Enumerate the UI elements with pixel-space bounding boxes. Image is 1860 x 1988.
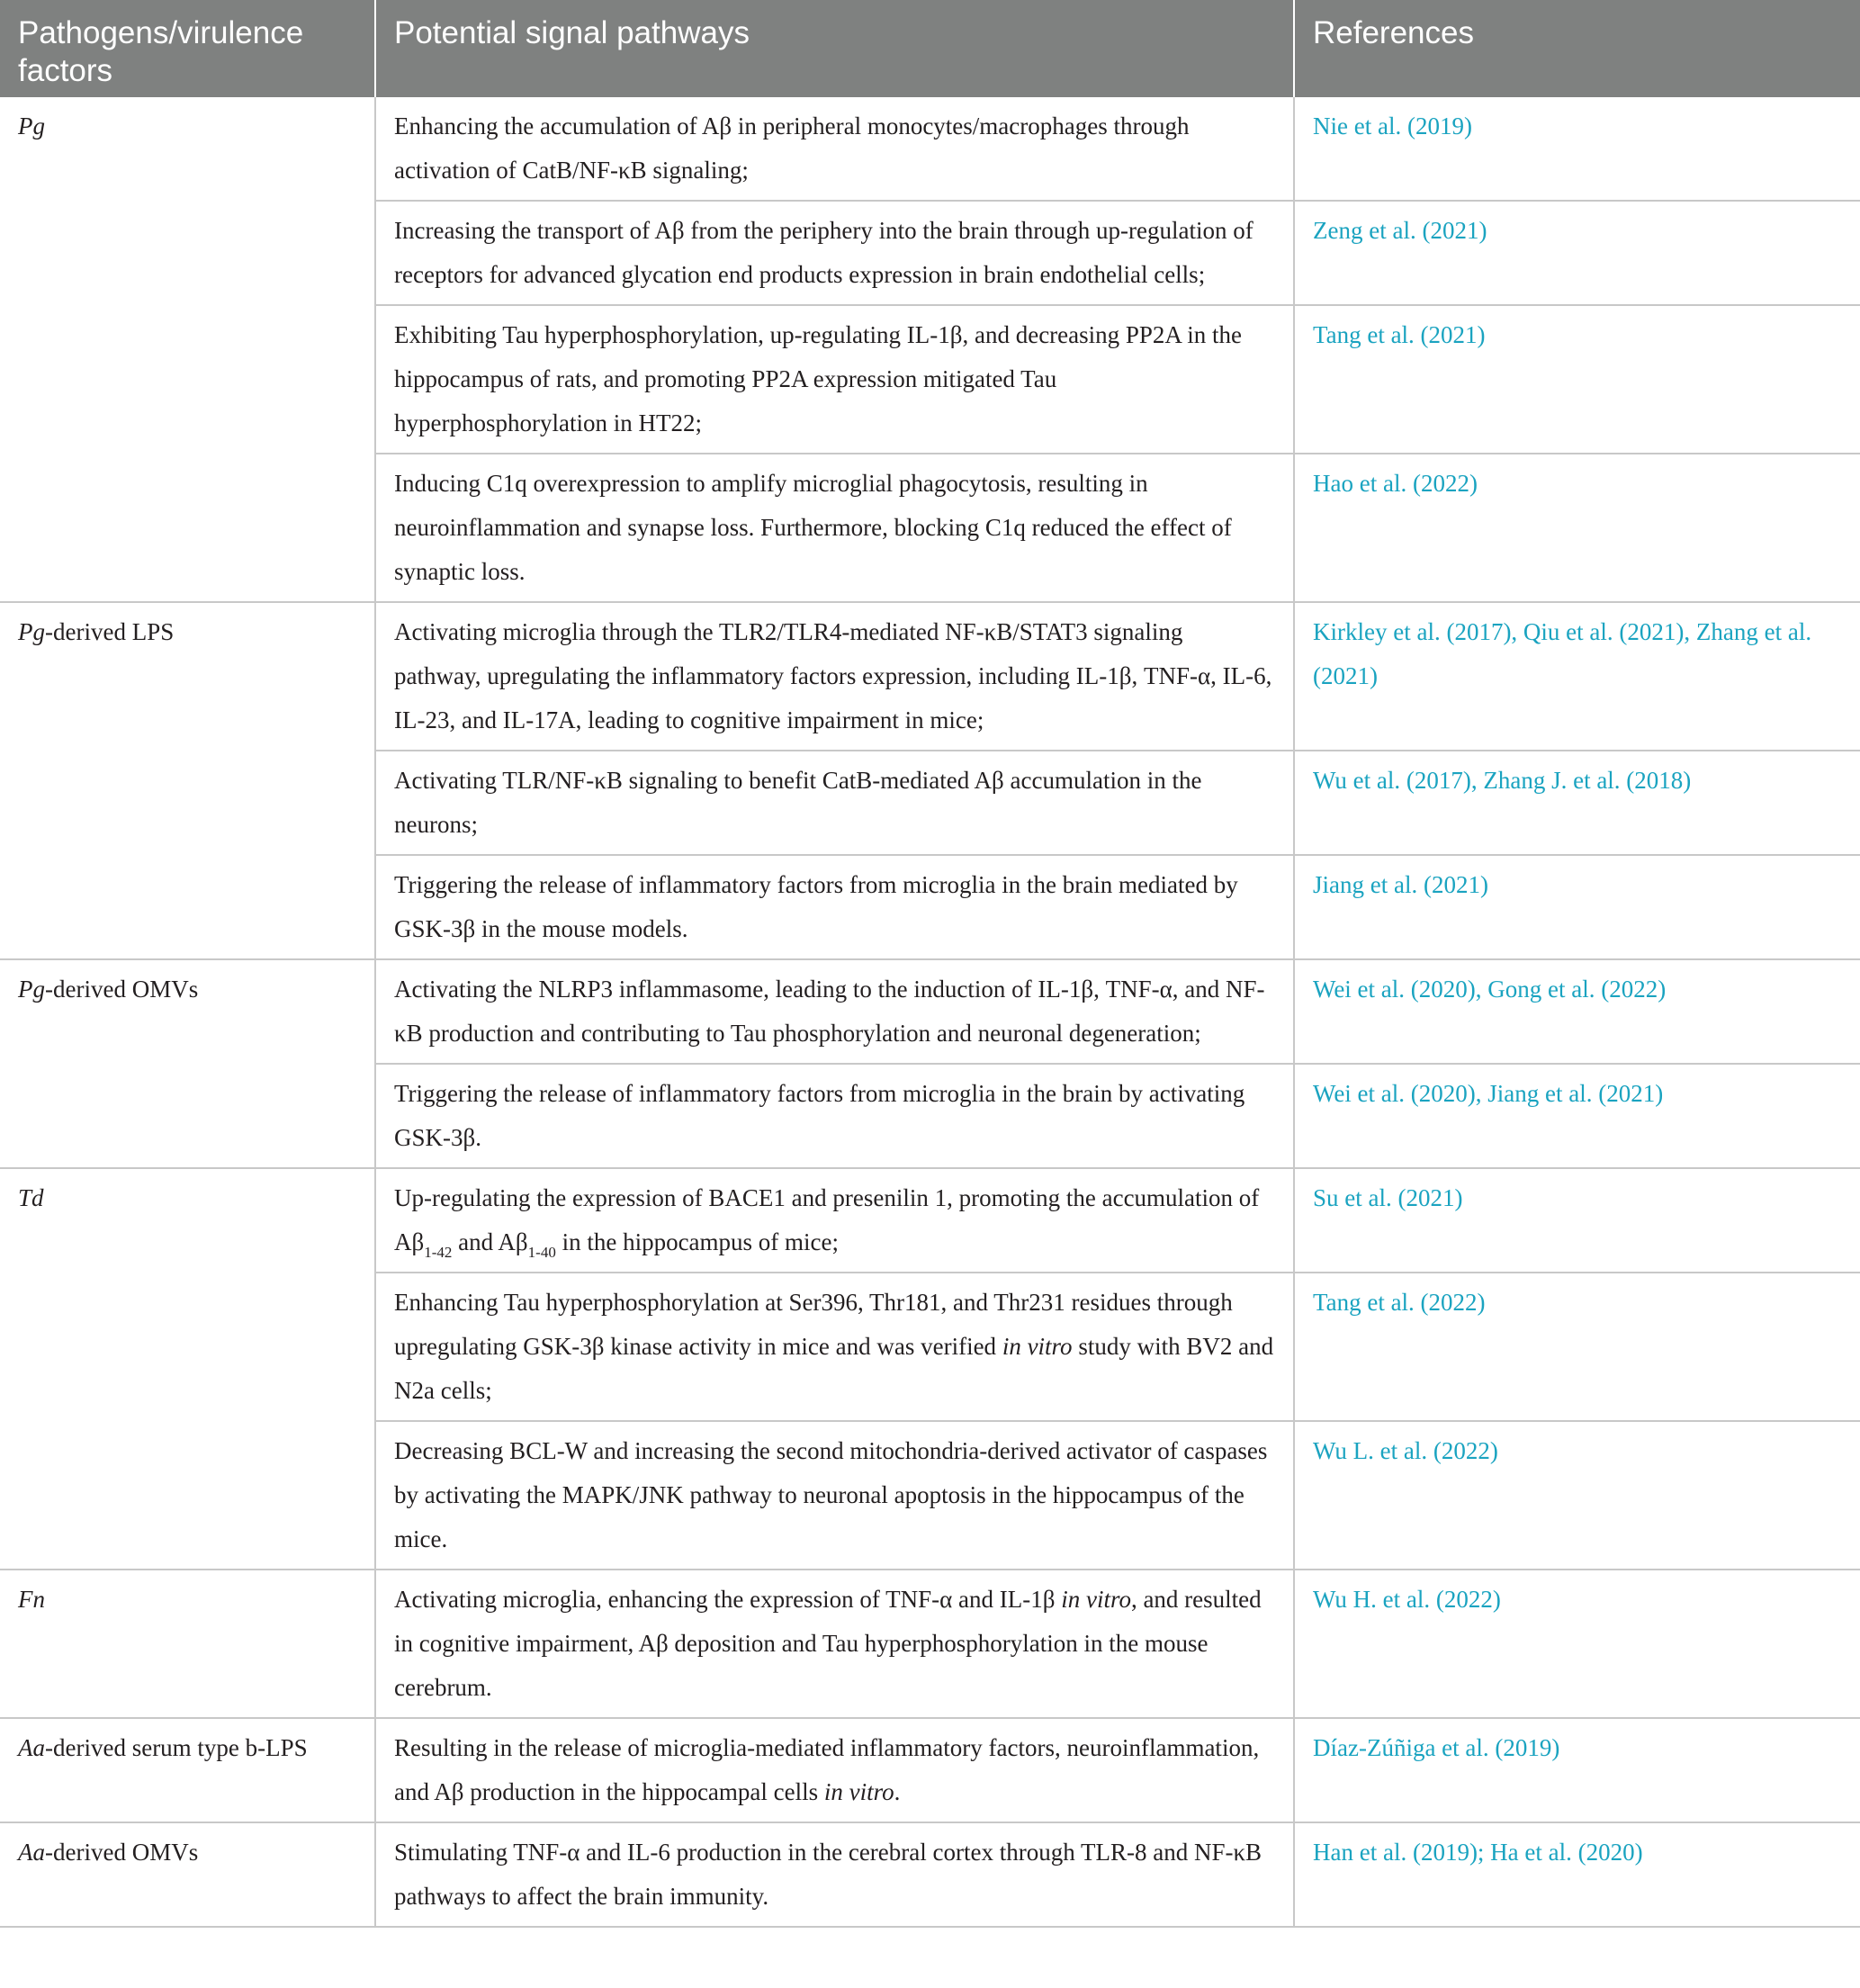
reference-link[interactable]: Tang et al. (2021) <box>1294 305 1860 454</box>
pathway-text: , and resulted in cognitive impairment, Aβ deposition and Tau hyperphosphorylation in the mouse cerebrum. <box>394 1586 1262 1701</box>
pathogen-name: Pg <box>18 976 45 1003</box>
pathogen-suffix: -derived LPS <box>45 618 175 645</box>
pathogen-cell <box>0 1570 375 1718</box>
reference-link[interactable]: Tang et al. (2022) <box>1294 1273 1860 1421</box>
pathogen-cell <box>0 1822 375 1927</box>
pathway-italic: in vitro <box>1002 1333 1073 1360</box>
pathogen-name: Td <box>18 1184 44 1211</box>
pathway-cell: Exhibiting Tau hyperphosphorylation, up-regulating IL-1β, and decreasing PP2A in the hippocampus of rats, and promoting PP2A expression mitigated Tau hyperphosphorylation in HT22; <box>375 305 1294 454</box>
pathway-cell: Enhancing the accumulation of Aβ in peripheral monocytes/macrophages through activation of CatB/NF-κB signaling; <box>375 97 1294 201</box>
pathway-subscript: 1-40 <box>527 1244 556 1261</box>
pathway-cell: Activating microglia through the TLR2/TLR4-mediated NF-κB/STAT3 signaling pathway, upregulating the inflammatory factors expression, including IL-1β, TNF-α, IL-6, IL-23, and IL-17A, leading to cognitive impairment in mice; <box>375 602 1294 751</box>
pathogen-name: Fn <box>18 1586 45 1613</box>
table-row <box>0 1168 1860 1273</box>
pathogen-suffix: -derived OMVs <box>45 976 199 1003</box>
reference-link[interactable]: Wu L. et al. (2022) <box>1294 1421 1860 1570</box>
table-row <box>0 97 1860 201</box>
pathway-cell: Stimulating TNF-α and IL-6 production in the cerebral cortex through TLR-8 and NF-κB pathways to affect the brain immunity. <box>375 1822 1294 1927</box>
reference-link[interactable]: Su et al. (2021) <box>1294 1168 1860 1273</box>
table-row <box>0 1718 1860 1822</box>
pathway-cell <box>375 1168 1294 1273</box>
pathogen-cell <box>0 959 375 1168</box>
table-row <box>0 1822 1860 1927</box>
reference-link[interactable]: Han et al. (2019); Ha et al. (2020) <box>1294 1822 1860 1927</box>
pathway-subscript: 1-42 <box>424 1244 453 1261</box>
table-row <box>0 602 1860 751</box>
pathogen-name: Pg <box>18 618 45 645</box>
pathway-cell <box>375 1273 1294 1421</box>
pathway-cell: Decreasing BCL-W and increasing the second mitochondria-derived activator of caspases by activating the MAPK/JNK pathway to neuronal apoptosis in the hippocampus of the mice. <box>375 1421 1294 1570</box>
pathogen-cell <box>0 1168 375 1570</box>
reference-link[interactable]: Kirkley et al. (2017), Qiu et al. (2021), Zhang et al. (2021) <box>1294 602 1860 751</box>
pathway-italic: in vitro <box>1061 1586 1131 1613</box>
reference-link[interactable]: Hao et al. (2022) <box>1294 454 1860 602</box>
pathway-cell: Activating TLR/NF-κB signaling to benefit CatB-mediated Aβ accumulation in the neurons; <box>375 751 1294 855</box>
pathogen-cell <box>0 97 375 602</box>
pathway-italic: in vitro <box>823 1778 894 1805</box>
pathway-cell: Triggering the release of inflammatory factors from microglia in the brain mediated by GSK-3β in the mouse models. <box>375 855 1294 959</box>
pathway-text: Up-regulating the expression of BACE1 and presenilin 1, promoting the accumulation of Aβ <box>394 1184 1260 1255</box>
header-pathways: Potential signal pathways <box>375 0 1294 97</box>
table-row <box>0 1570 1860 1718</box>
pathway-cell: Activating the NLRP3 inflammasome, leading to the induction of IL-1β, TNF-α, and NF-κB production and contributing to Tau phosphorylation and neuronal degeneration; <box>375 959 1294 1064</box>
header-row <box>0 0 1860 97</box>
pathway-text: Enhancing Tau hyperphosphorylation at Ser396, Thr181, and Thr231 residues through upregulating GSK-3β kinase activity in mice and was verified <box>394 1289 1233 1360</box>
pathway-text: and Aβ <box>452 1228 528 1255</box>
reference-link[interactable]: Nie et al. (2019) <box>1294 97 1860 201</box>
pathway-text: . <box>894 1778 901 1805</box>
pathway-cell: Triggering the release of inflammatory factors from microglia in the brain by activating GSK-3β. <box>375 1064 1294 1168</box>
pathway-cell: Increasing the transport of Aβ from the periphery into the brain through up-regulation of receptors for advanced glycation end products expression in brain endothelial cells; <box>375 201 1294 305</box>
pathogen-name: Pg <box>18 112 45 139</box>
reference-link[interactable]: Wu et al. (2017), Zhang J. et al. (2018) <box>1294 751 1860 855</box>
pathway-cell <box>375 1718 1294 1822</box>
reference-link[interactable]: Wu H. et al. (2022) <box>1294 1570 1860 1718</box>
pathogen-cell <box>0 1718 375 1822</box>
pathway-text: Resulting in the release of microglia-mediated inflammatory factors, neuroinflammation, and Aβ production in the hippocampal cells <box>394 1734 1260 1805</box>
reference-link[interactable]: Jiang et al. (2021) <box>1294 855 1860 959</box>
pathway-text: in the hippocampus of mice; <box>555 1228 840 1255</box>
header-pathogens: Pathogens/virulence factors <box>0 0 375 97</box>
table-body <box>0 97 1860 1927</box>
pathway-text: study with BV2 and N2a cells; <box>394 1333 1274 1404</box>
pathway-text: Activating microglia, enhancing the expression of TNF-α and IL-1β <box>394 1586 1062 1613</box>
pathogen-name: Aa <box>18 1734 45 1761</box>
pathway-cell <box>375 1570 1294 1718</box>
reference-link[interactable]: Díaz-Zúñiga et al. (2019) <box>1294 1718 1860 1822</box>
table-row <box>0 959 1860 1064</box>
pathogen-suffix: -derived OMVs <box>45 1839 199 1866</box>
reference-link[interactable]: Wei et al. (2020), Gong et al. (2022) <box>1294 959 1860 1064</box>
pathway-cell: Inducing C1q overexpression to amplify microglial phagocytosis, resulting in neuroinflammation and synapse loss. Furthermore, blocking C1q reduced the effect of synaptic loss. <box>375 454 1294 602</box>
reference-link[interactable]: Zeng et al. (2021) <box>1294 201 1860 305</box>
reference-link[interactable]: Wei et al. (2020), Jiang et al. (2021) <box>1294 1064 1860 1168</box>
pathogen-suffix: -derived serum type b-LPS <box>45 1734 308 1761</box>
header-references: References <box>1294 0 1860 97</box>
pathogen-name: Aa <box>18 1839 45 1866</box>
pathogen-cell <box>0 602 375 959</box>
